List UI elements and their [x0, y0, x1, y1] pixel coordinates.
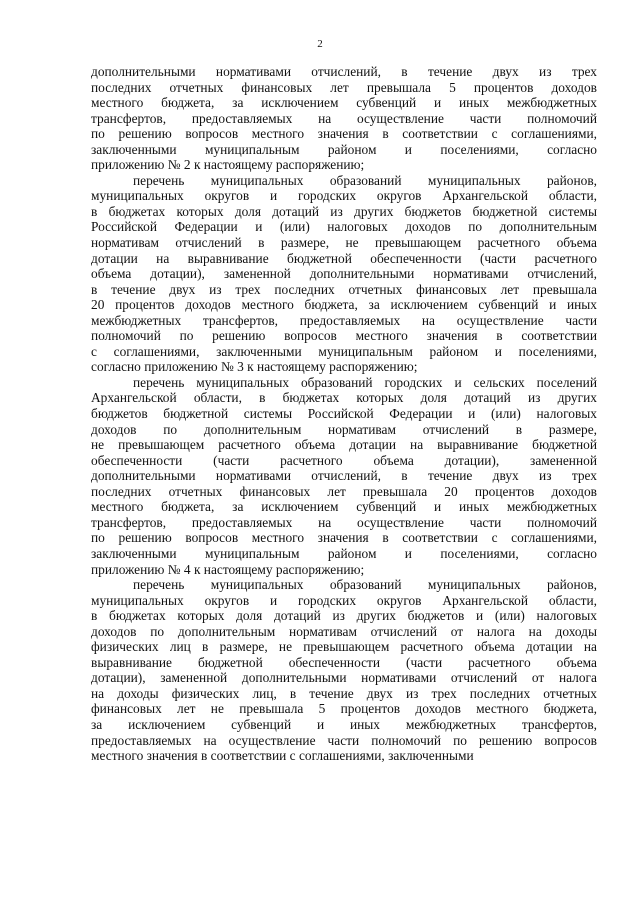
- text-line: физических лиц в размере, не превышающем расчетного объема дотации на: [91, 639, 597, 655]
- text-line: с соглашениями, заключенными муниципальным районом и поселениями,: [91, 343, 597, 359]
- text-line: заключенными муниципальным районом и поселениями, согласно: [91, 141, 597, 157]
- text-line: на доходы физических лиц, в течение двух из трех последних отчетных: [91, 685, 597, 701]
- text-line: Архангельской области, в бюджетах которых доля дотаций из других: [91, 390, 597, 406]
- text-line: в бюджетах которых доля дотаций из других бюджетов бюджетной системы: [91, 203, 597, 219]
- text-line: местного бюджета, за исключением субвенций и иных межбюджетных: [91, 95, 597, 111]
- text-line: трансфертов, предоставляемых на осуществление части полномочий: [91, 514, 597, 530]
- text-line: не превышающем расчетного объема дотации на выравнивание бюджетной: [91, 437, 597, 453]
- text-line: обеспеченности (части расчетного объема дотации), замененной: [91, 452, 597, 468]
- text-line: Российской Федерации и (или) налоговых доходов по дополнительным: [91, 219, 597, 235]
- text-line: заключенными муниципальным районом и поселениями, согласно: [91, 545, 597, 561]
- text-line: по решению вопросов местного значения в соответствии с соглашениями,: [91, 126, 597, 142]
- text-line: выравнивание бюджетной обеспеченности (части расчетного объема: [91, 654, 597, 670]
- text-line: 20 процентов доходов местного бюджета, за исключением субвенций и иных: [91, 297, 597, 313]
- text-line: приложению № 4 к настоящему распоряжению;: [91, 561, 365, 577]
- text-line: нормативам отчислений в размере, не превышающем расчетного объема: [91, 235, 597, 251]
- paragraph-appendix-5: [91, 577, 597, 764]
- text-line: объема дотации), замененной дополнительными нормативами отчислений,: [91, 266, 597, 282]
- text-line: межбюджетных трансфертов, предоставляемых на осуществление части: [91, 312, 597, 328]
- text-line: перечень муниципальных образований муниципальных районов,: [133, 172, 597, 188]
- text-line: приложению № 2 к настоящему распоряжению;: [91, 157, 365, 173]
- text-line: перечень муниципальных образований городских и сельских поселений: [133, 374, 597, 390]
- text-line: последних отчетных финансовых лет превышала 20 процентов доходов: [91, 483, 597, 499]
- text-line: дополнительными нормативами отчислений, в течение двух из трех: [91, 64, 597, 79]
- text-line: местного бюджета, за исключением субвенций и иных межбюджетных: [91, 499, 597, 515]
- text-line: финансовых лет не превышала 5 процентов доходов местного бюджета,: [91, 701, 597, 717]
- text-line: доходов по дополнительным нормативам отчислений от налога на доходы: [91, 623, 597, 639]
- text-line: дотации на выравнивание бюджетной обеспеченности (части расчетного: [91, 250, 597, 266]
- text-line: в течение двух из трех последних отчетных финансовых лет превышала: [91, 281, 597, 297]
- text-line: муниципальных округов и городских округов Архангельской области,: [91, 592, 597, 608]
- text-line: доходов по дополнительным нормативам отчислений в размере,: [91, 421, 597, 437]
- text-line: бюджетов бюджетной системы Российской Федерации и (или) налоговых: [91, 406, 597, 422]
- paragraph-appendix-3: [91, 173, 597, 375]
- text-line: по решению вопросов местного значения в соответствии с соглашениями,: [91, 530, 597, 546]
- text-line: дотации), замененной дополнительными нормативами отчислений от налога: [91, 670, 597, 686]
- text-line: дополнительными нормативами отчислений, в течение двух из трех: [91, 468, 597, 484]
- text-line: полномочий по решению вопросов местного значения в соответствии: [91, 328, 597, 344]
- text-line: последних отчетных финансовых лет превышала 5 процентов доходов: [91, 79, 597, 95]
- paragraph-appendix-4: [91, 375, 597, 577]
- text-line: за исключением субвенций и иных межбюджетных трансфертов,: [91, 716, 597, 732]
- text-line: предоставляемых на осуществление части полномочий по решению вопросов: [91, 732, 597, 748]
- text-line: трансфертов, предоставляемых на осуществление части полномочий: [91, 110, 597, 126]
- document-body: [91, 64, 597, 764]
- text-line: местного значения в соответствии с соглашениями, заключенными: [91, 748, 474, 764]
- text-line: муниципальных округов и городских округов Архангельской области,: [91, 188, 597, 204]
- text-line: согласно приложению № 3 к настоящему распоряжению;: [91, 359, 418, 375]
- text-line: перечень муниципальных образований муниципальных районов,: [133, 577, 597, 593]
- page-number: 2: [317, 38, 323, 50]
- paragraph-continuation-appendix-2: [91, 64, 597, 173]
- text-line: в бюджетах которых доля дотаций из других бюджетов и (или) налоговых: [91, 608, 597, 624]
